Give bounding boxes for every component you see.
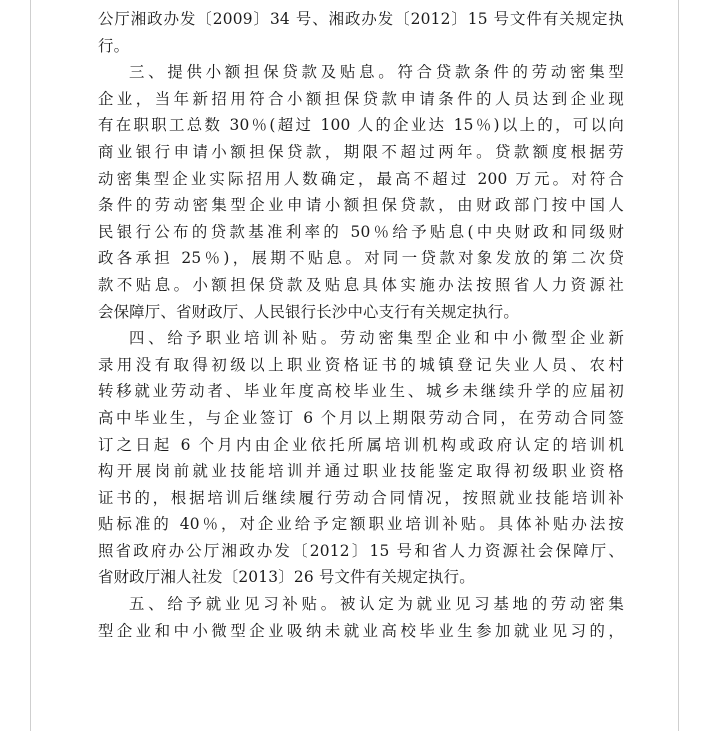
text-line: 有在职职工总数 30％(超过 100 人的企业达 15％)以上的，可以向 [98,116,624,135]
text-line: 贴标准的 40％，对企业给予定额职业培训补贴。具体补贴办法按 [98,515,624,534]
text-line: 高中毕业生，与企业签订 6 个月以上期限劳动合同，在劳动合同签 [98,408,624,427]
text-line: 订之日起 6 个月内由企业依托所属培训机构或政府认定的培训机 [98,435,624,454]
text-line: 证书的，根据培训后继续履行劳动合同情况，按照就业技能培训补 [98,488,624,507]
text-line: 照省政府办公厅湘政办发〔2012〕15 号和省人力资源社会保障厅、 [98,541,624,560]
text-line: 省财政厅湘人社发〔2013〕26 号文件有关规定执行。 [98,568,475,587]
text-line: 政各承担 25％)，展期不贴息。对同一贷款对象发放的第二次贷 [98,249,624,268]
text-line: 款不贴息。小额担保贷款及贴息具体实施办法按照省人力资源社 [98,275,624,294]
text-line: 构开展岗前就业技能培训并通过职业技能鉴定取得初级职业资格 [98,462,624,481]
text-line: 民银行公布的贷款基准利率的 50％给予贴息(中央财政和同级财 [98,222,624,241]
text-line: 公厅湘政办发〔2009〕34 号、湘政办发〔2012〕15 号文件有关规定执 [98,10,624,28]
text-line: 型企业和中小微型企业吸纳未就业高校毕业生参加就业见习的， [98,621,624,640]
right-margin-rule [678,0,679,731]
text-line: 商业银行申请小额担保贷款，期限不超过两年。贷款额度根据劳 [98,142,624,161]
text-line: 行。 [98,36,130,55]
text-line: 录用没有取得初级以上职业资格证书的城镇登记失业人员、农村 [98,355,624,374]
text-line: 条件的劳动密集型企业申请小额担保贷款，由财政部门按中国人 [98,196,624,215]
section-heading-line: 五、给予就业见习补贴。被认定为就业见习基地的劳动密集 [129,595,624,614]
text-line: 转移就业劳动者、毕业年度高校毕业生、城乡未继续升学的应届初 [98,382,624,401]
text-line: 企业，当年新招用符合小额担保贷款申请条件的人员达到企业现 [98,89,624,108]
left-margin-rule [30,0,31,731]
text-line: 动密集型企业实际招用人数确定，最高不超过 200 万元。对符合 [98,169,624,188]
section-heading-line: 四、给予职业培训补贴。劳动密集型企业和中小微型企业新 [129,329,624,348]
text-line: 会保障厅、省财政厅、人民银行长沙中心支行有关规定执行。 [98,302,519,321]
section-heading-line: 三、提供小额担保贷款及贴息。符合贷款条件的劳动密集型 [129,63,624,82]
document-body [98,6,624,644]
